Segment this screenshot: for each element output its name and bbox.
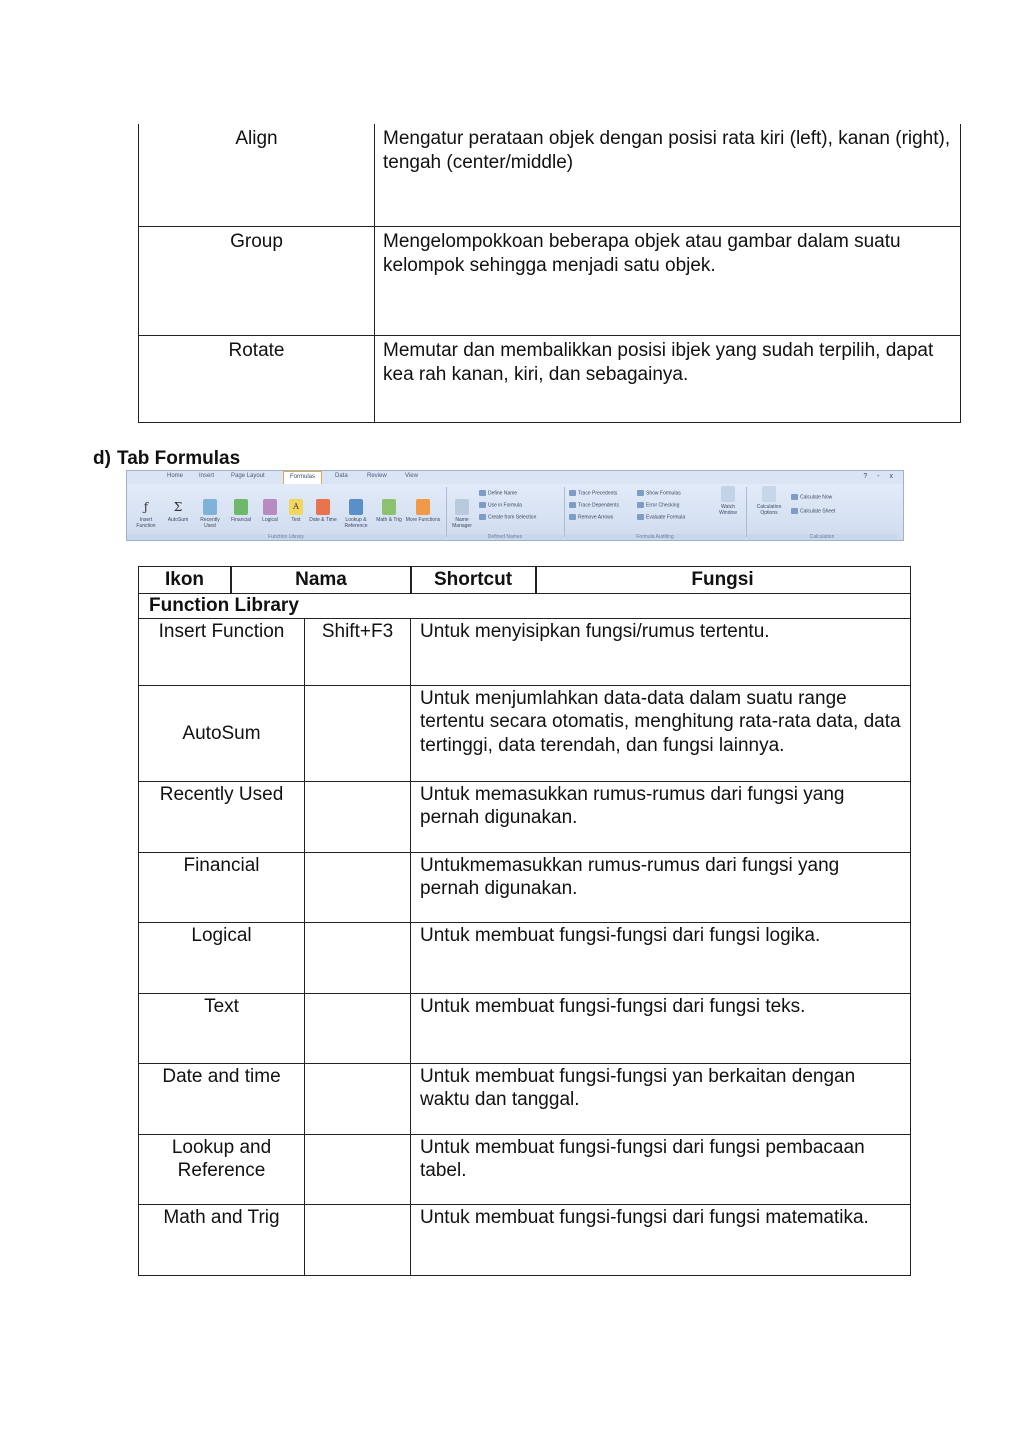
cell-nama: AutoSum [139,685,305,781]
calculate-sheet-button: Calculate Sheet [791,508,835,514]
cell-fungsi: Untuk menyisipkan fungsi/rumus tertentu. [420,621,770,642]
fx-icon: ƒ [143,500,149,514]
book-icon [416,499,430,515]
cell-nama: Math and Trig [139,1204,305,1275]
calculation-options-button: Calculation Options [751,486,787,516]
book-icon [349,499,363,515]
autosum-button: Σ AutoSum [167,500,189,523]
table-row [139,619,910,685]
cell-shortcut [305,852,411,922]
watch-window-button: Watch Window [713,486,743,516]
table-row [139,226,961,335]
watch-window-icon [721,486,735,502]
group-label: Function Library [127,534,445,540]
header-nama: Nama [295,569,347,590]
table-row [139,993,910,1063]
table-row [139,1134,910,1204]
table-row [139,685,910,781]
book-icon [382,499,396,515]
cell-shortcut [305,993,411,1063]
error-checking-button: Error Checking [637,502,679,508]
cell-fungsi: Untuk memasukkan rumus-rumus dari fungsi yang pernah digunakan. [411,781,911,852]
cell-nama: Date and time [139,1063,305,1134]
table-row [139,124,961,226]
tab-view: View [405,473,418,479]
insert-function-button: ƒ Insert Function [136,500,156,529]
heading-title: Tab Formulas [117,448,241,469]
calculation-group [747,484,897,541]
show-formulas-button: Show Formulas [637,490,681,496]
date-time-button: Date & Time [309,499,337,523]
cell-nama: Financial [139,852,305,922]
defined-names-group [447,484,563,541]
list-marker: d) [93,448,111,469]
cell-fungsi: Untuk membuat fungsi-fungsi dari fungsi matematika. [411,1204,911,1275]
cell-shortcut [305,1204,411,1275]
financial-button: Financial [227,499,255,523]
calculate-now-button: Calculate Now [791,494,832,500]
row-name: Rotate [139,335,375,422]
table-row [139,922,910,993]
tab-review: Review [367,473,387,479]
cell-shortcut [305,1134,411,1204]
trace-precedents-button: Trace Precedents [569,490,617,496]
cell-fungsi: Untuk membuat fungsi-fungsi dari fungsi teks. [411,993,911,1063]
function-library-group [127,484,445,541]
table-row [139,852,910,922]
window-controls: ? - x [863,473,897,480]
calculator-icon [762,486,776,502]
row-name: Align [139,124,375,226]
cell-shortcut: Shift+F3 [305,619,411,685]
evaluate-formula-button: Evaluate Formula [637,514,685,520]
header-fungsi: Fungsi [691,569,754,590]
tab-data: Data [335,473,348,479]
group-label: Calculation [747,534,897,540]
recently-used-button: Recently Used [195,499,225,529]
section-heading [93,448,240,470]
cell-nama: Insert Function [139,619,305,685]
book-icon [316,499,330,515]
objects-table [138,124,961,423]
header-shortcut: Shortcut [433,569,513,590]
tab-home: Home [167,473,184,479]
create-from-selection-button: Create from Selection [479,514,536,520]
cell-shortcut [305,1063,411,1134]
table-row [139,335,961,422]
tab-page-layout: Page Layout [231,473,265,479]
lookup-reference-button: Lookup & Reference [339,499,373,529]
sigma-icon: Σ [173,500,183,514]
group-label: Defined Names [447,534,563,540]
name-manager-button: Name Manager [449,499,475,529]
cell-shortcut [305,922,411,993]
ribbon-tab-bar [127,471,903,484]
tab-formulas: Formulas [283,471,322,484]
remove-arrows-button: Remove Arrows [569,514,613,520]
cell-fungsi: Untuk membuat fungsi-fungsi dari fungsi pembacaan tabel. [411,1134,911,1204]
table-row [139,1063,910,1134]
cell-nama: Lookup and Reference [139,1134,305,1204]
book-icon [203,499,217,515]
logical-button: Logical [257,499,283,523]
formulas-ribbon-image [126,470,904,541]
text-book-icon: A [289,499,303,515]
table-header [139,567,910,594]
name-manager-icon [455,499,469,515]
trace-dependents-button: Trace Dependents [569,502,619,508]
table-row [139,1204,910,1275]
cell-shortcut [305,781,411,852]
function-rows [139,619,910,1275]
row-description: Memutar dan membalikkan posisi ibjek yang sudah terpilih, dapat kea rah kanan, kiri, dan sebagainya. [375,335,961,422]
cell-fungsi: Untukmemasukkan rumus-rumus dari fungsi yang pernah digunakan. [411,852,911,922]
group-label: Formula Auditing [565,534,745,540]
cell-nama: Text [139,993,305,1063]
cell-nama: Logical [139,922,305,993]
cell-nama: Recently Used [139,781,305,852]
row-name: Group [139,226,375,335]
use-in-formula-button: Use in Formula [479,502,522,508]
table-row [139,781,910,852]
math-trig-button: Math & Trig [375,499,403,523]
formulas-table [138,566,911,1276]
section-title: Function Library [139,594,910,619]
tab-insert: Insert [199,473,215,479]
book-icon [263,499,277,515]
more-functions-button: More Functions [405,499,441,523]
row-description: Mengatur perataan objek dengan posisi rata kiri (left), kanan (right), tengah (center/middle) [375,124,961,226]
header-ikon: Ikon [164,569,205,590]
cell-shortcut [305,685,411,781]
cell-fungsi: Untuk menjumlahkan data-data dalam suatu range tertentu secara otomatis, menghitung rata-rata data, data tertinggi, data terendah, dan fungsi lainnya. [411,685,911,781]
define-name-button: Define Name [479,490,517,496]
cell-fungsi: Untuk membuat fungsi-fungsi dari fungsi logika. [411,922,911,993]
cell-fungsi: Untuk membuat fungsi-fungsi yan berkaitan dengan waktu dan tanggal. [411,1063,911,1134]
book-icon [234,499,248,515]
formula-auditing-group [565,484,745,541]
row-description: Mengelompokkoan beberapa objek atau gambar dalam suatu kelompok sehingga menjadi satu objek. [375,226,961,335]
text-button: A Text [285,499,307,523]
